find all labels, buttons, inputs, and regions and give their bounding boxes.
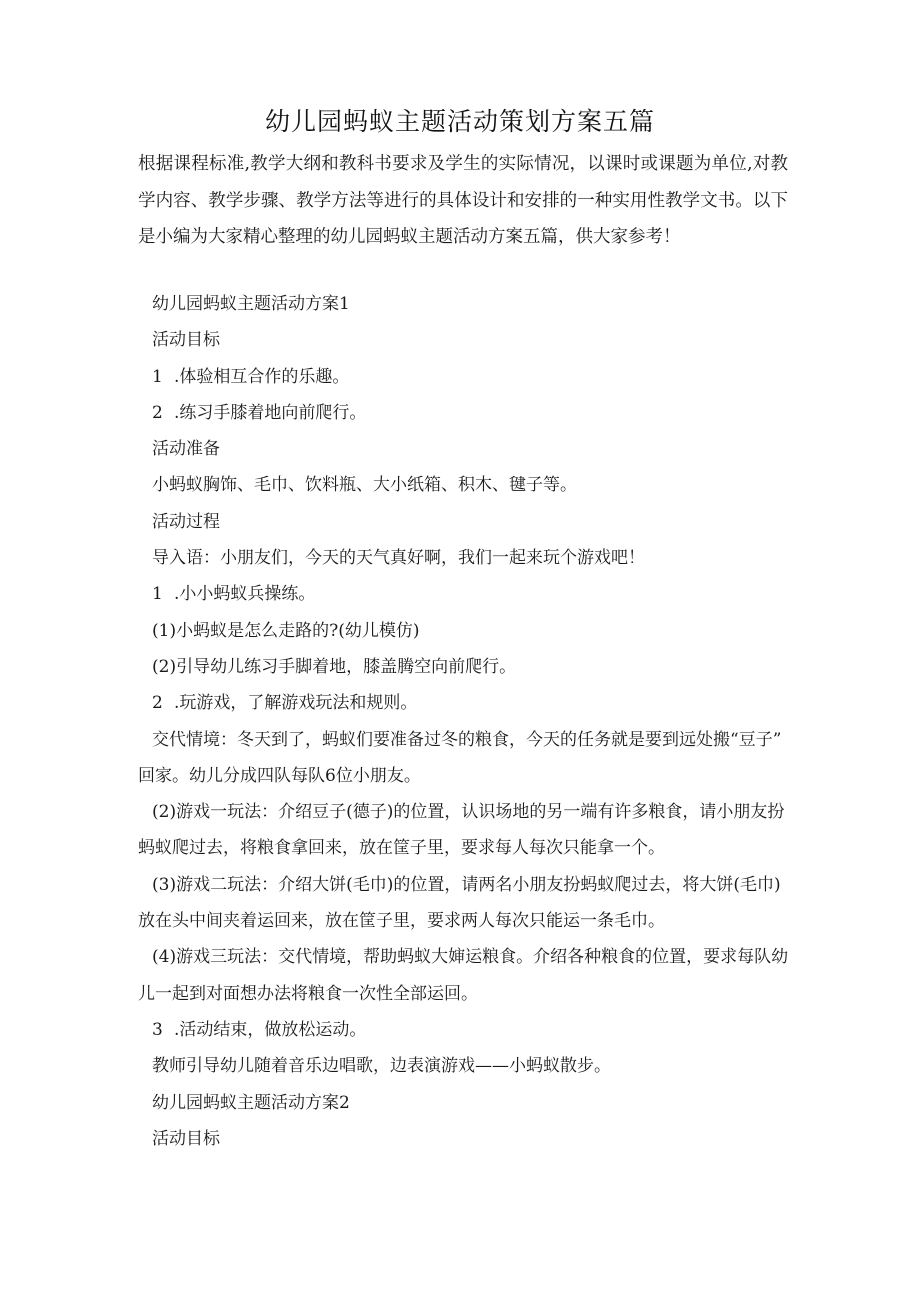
list-text: .练习手膝着地向前爬行。 <box>174 402 367 423</box>
game-line: 蚂蚁爬过去，将粮食拿回来，放在筐子里，要求每人每次只能拿一个。 <box>138 838 665 859</box>
list-text: .活动结束，做放松运动。 <box>174 1019 367 1040</box>
list-item <box>138 395 792 431</box>
game-line: (4)游戏三玩法：交代情境，帮助蚂蚁大婶运粮食。介绍各种粮食的位置，要求每队幼 <box>152 947 789 968</box>
list-item <box>138 576 792 612</box>
scenario-line: 交代情境：冬天到了，蚂蚁们要准备过冬的粮食，今天的任务就是要到远处搬“豆子” <box>152 729 782 750</box>
game-line: (3)游戏二玩法：介绍大饼(毛巾)的位置，请两名小朋友扮蚂蚁爬过去，将大饼(毛巾) <box>152 874 781 895</box>
list-item <box>138 1012 792 1048</box>
prep-heading: 活动准备 <box>152 439 220 460</box>
list-item <box>138 685 792 721</box>
section-heading: 幼儿园蚂蚁主题活动方案2 <box>152 1092 350 1113</box>
sub-item: (2)引导幼儿练习手脚着地，膝盖腾空向前爬行。 <box>152 656 517 677</box>
sub-item: (1)小蚂蚁是怎么走路的?(幼儿模仿) <box>152 620 420 641</box>
intro-paragraph: 根据课程标准,教学大纲和教科书要求及学生的实际情况，以课时或课题为单位,对教学内容、教学步骤、教学方法等进行的具体设计和安排的一种实用性教学文书。以下是小编为大家精心整理的幼儿园蚂蚁主题活动方案五篇，供大家参考！ <box>138 154 788 247</box>
list-number: 2 <box>152 693 163 714</box>
prep-text: 小蚂蚁胸饰、毛巾、饮料瓶、大小纸箱、积木、毽子等。 <box>152 475 577 496</box>
process-heading: 活动过程 <box>152 511 220 532</box>
list-number: 2 <box>152 402 163 423</box>
goal-heading: 活动目标 <box>152 1128 220 1149</box>
list-number: 3 <box>152 1019 163 1040</box>
goal-heading: 活动目标 <box>152 330 220 351</box>
game-line: (2)游戏一玩法：介绍豆子(德子)的位置，认识场地的另一端有许多粮食，请小朋友扮 <box>152 802 785 823</box>
list-number: 1 <box>152 366 163 387</box>
closing-line: 教师引导幼儿随着音乐边唱歌，边表演游戏——小蚂蚁散步。 <box>152 1056 611 1077</box>
list-number: 1 <box>152 584 163 605</box>
list-text: .玩游戏，了解游戏玩法和规则。 <box>174 693 418 714</box>
list-text: .小小蚂蚁兵操练。 <box>174 584 316 605</box>
document-body <box>138 286 792 1157</box>
game-line: 放在头中间夹着运回来，放在筐子里，要求两人每次只能运一条毛巾。 <box>138 911 665 932</box>
scenario-line: 回家。幼儿分成四队每队6位小朋友。 <box>138 765 421 786</box>
section-heading: 幼儿园蚂蚁主题活动方案1 <box>152 294 350 314</box>
game-line: 儿一起到对面想办法将粮食一次性全部运回。 <box>138 983 478 1004</box>
list-item <box>138 359 792 395</box>
list-text: .体验相互合作的乐趣。 <box>174 366 350 387</box>
document-title: 幼儿园蚂蚁主题活动策划方案五篇 <box>264 107 655 136</box>
intro-line: 导入语：小朋友们，今天的天气真好啊，我们一起来玩个游戏吧！ <box>152 548 645 569</box>
